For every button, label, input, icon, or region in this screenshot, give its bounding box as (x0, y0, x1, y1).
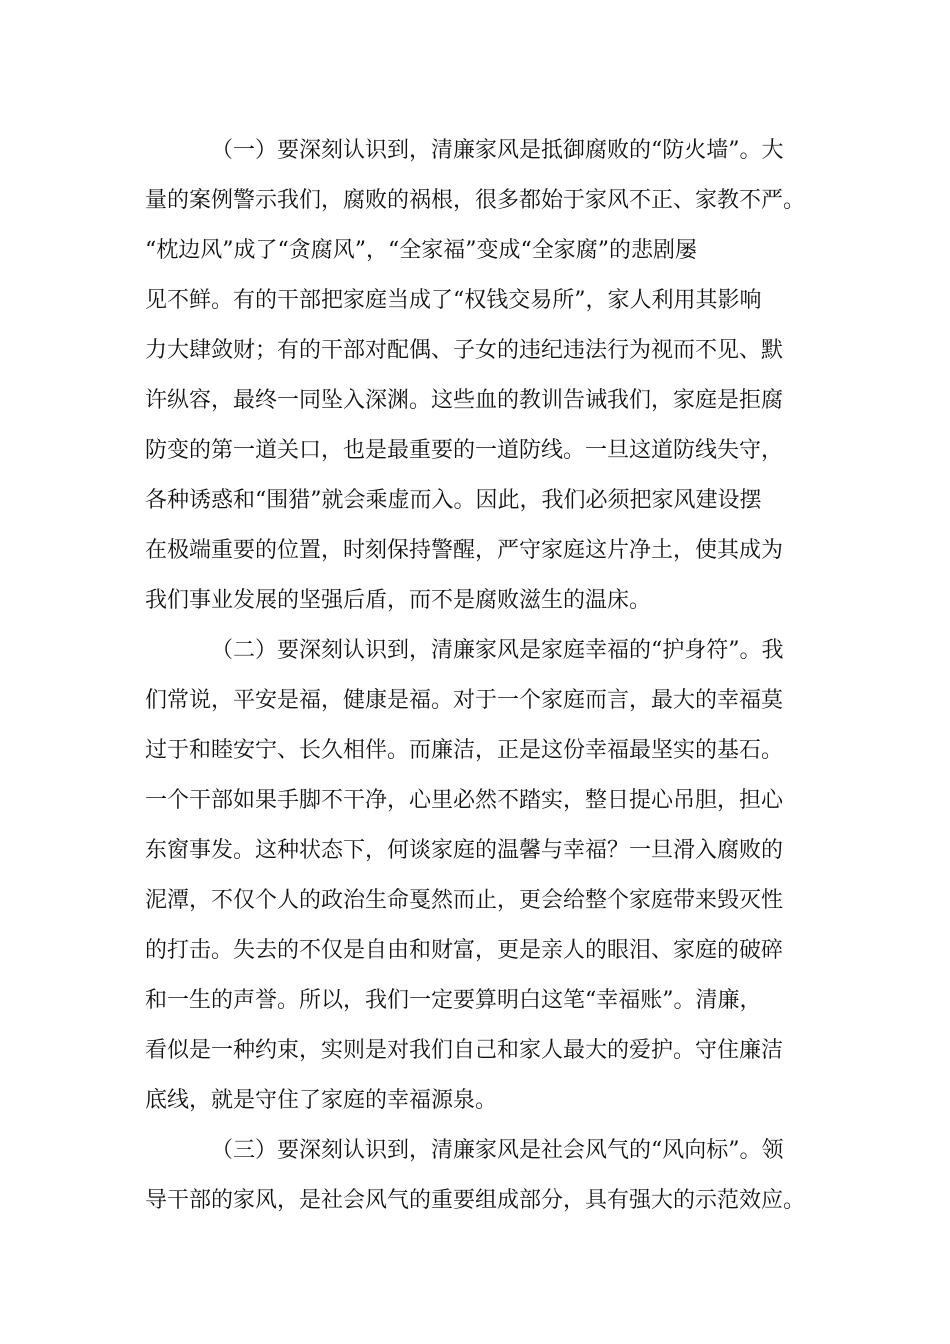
paragraph-first-line: （三）要深刻认识到，清廉家风是社会风气的“风向标”。领 (211, 1138, 784, 1163)
text-line: 过于和睦安宁、长久相伴。而廉洁，正是这份幸福最坚实的基石。 (145, 738, 784, 763)
text-line: “枕边风”成了“贪腐风”，“全家福”变成“全家腐”的悲剧屡 (145, 238, 697, 263)
text-line: 我们事业发展的坚强后盾，而不是腐败滋生的温床。 (145, 588, 652, 613)
text-line: 许纵容，最终一同坠入深渊。这些血的教训告诫我们，家庭是拒腐 (145, 388, 784, 413)
text-line: 看似是一种约束，实则是对我们自己和家人最大的爱护。守住廉洁 (145, 1038, 784, 1063)
text-line: 底线，就是守住了家庭的幸福源泉。 (145, 1088, 498, 1113)
text-line: 泥潭，不仅个人的政治生命戛然而止，更会给整个家庭带来毁灭性 (145, 888, 784, 913)
text-line: 一个干部如果手脚不干净，心里必然不踏实，整日提心吊胆，担心 (145, 788, 784, 813)
text-line: 东窗事发。这种状态下，何谈家庭的温馨与幸福？一旦滑入腐败的 (145, 838, 784, 863)
paragraph-first-line: （二）要深刻认识到，清廉家风是家庭幸福的“护身符”。我 (211, 638, 784, 663)
text-line: 力大肆敛财；有的干部对配偶、子女的违纪违法行为视而不见、默 (145, 338, 784, 363)
text-line: 防变的第一道关口，也是最重要的一道防线。一旦这道防线失守， (145, 438, 784, 463)
text-line: 们常说，平安是福，健康是福。对于一个家庭而言，最大的幸福莫 (145, 688, 784, 713)
text-line: 见不鲜。有的干部把家庭当成了“权钱交易所”，家人利用其影响 (145, 288, 762, 313)
document-body (145, 126, 825, 1226)
paragraph-first-line: （一）要深刻认识到，清廉家风是抵御腐败的“防火墙”。大 (211, 138, 784, 163)
text-line: 在极端重要的位置，时刻保持警醒，严守家庭这片净土，使其成为 (145, 538, 784, 563)
text-line: 导干部的家风，是社会风气的重要组成部分，具有强大的示范效应。 (145, 1188, 806, 1213)
text-line: 各种诱惑和“围猎”就会乘虚而入。因此，我们必须把家风建设摆 (145, 488, 762, 513)
text-line: 和一生的声誉。所以，我们一定要算明白这笔“幸福账”。清廉， (145, 988, 762, 1013)
text-line: 的打击。失去的不仅是自由和财富，更是亲人的眼泪、家庭的破碎 (145, 938, 784, 963)
text-line: 量的案例警示我们，腐败的祸根，很多都始于家风不正、家教不严。 (145, 188, 806, 213)
